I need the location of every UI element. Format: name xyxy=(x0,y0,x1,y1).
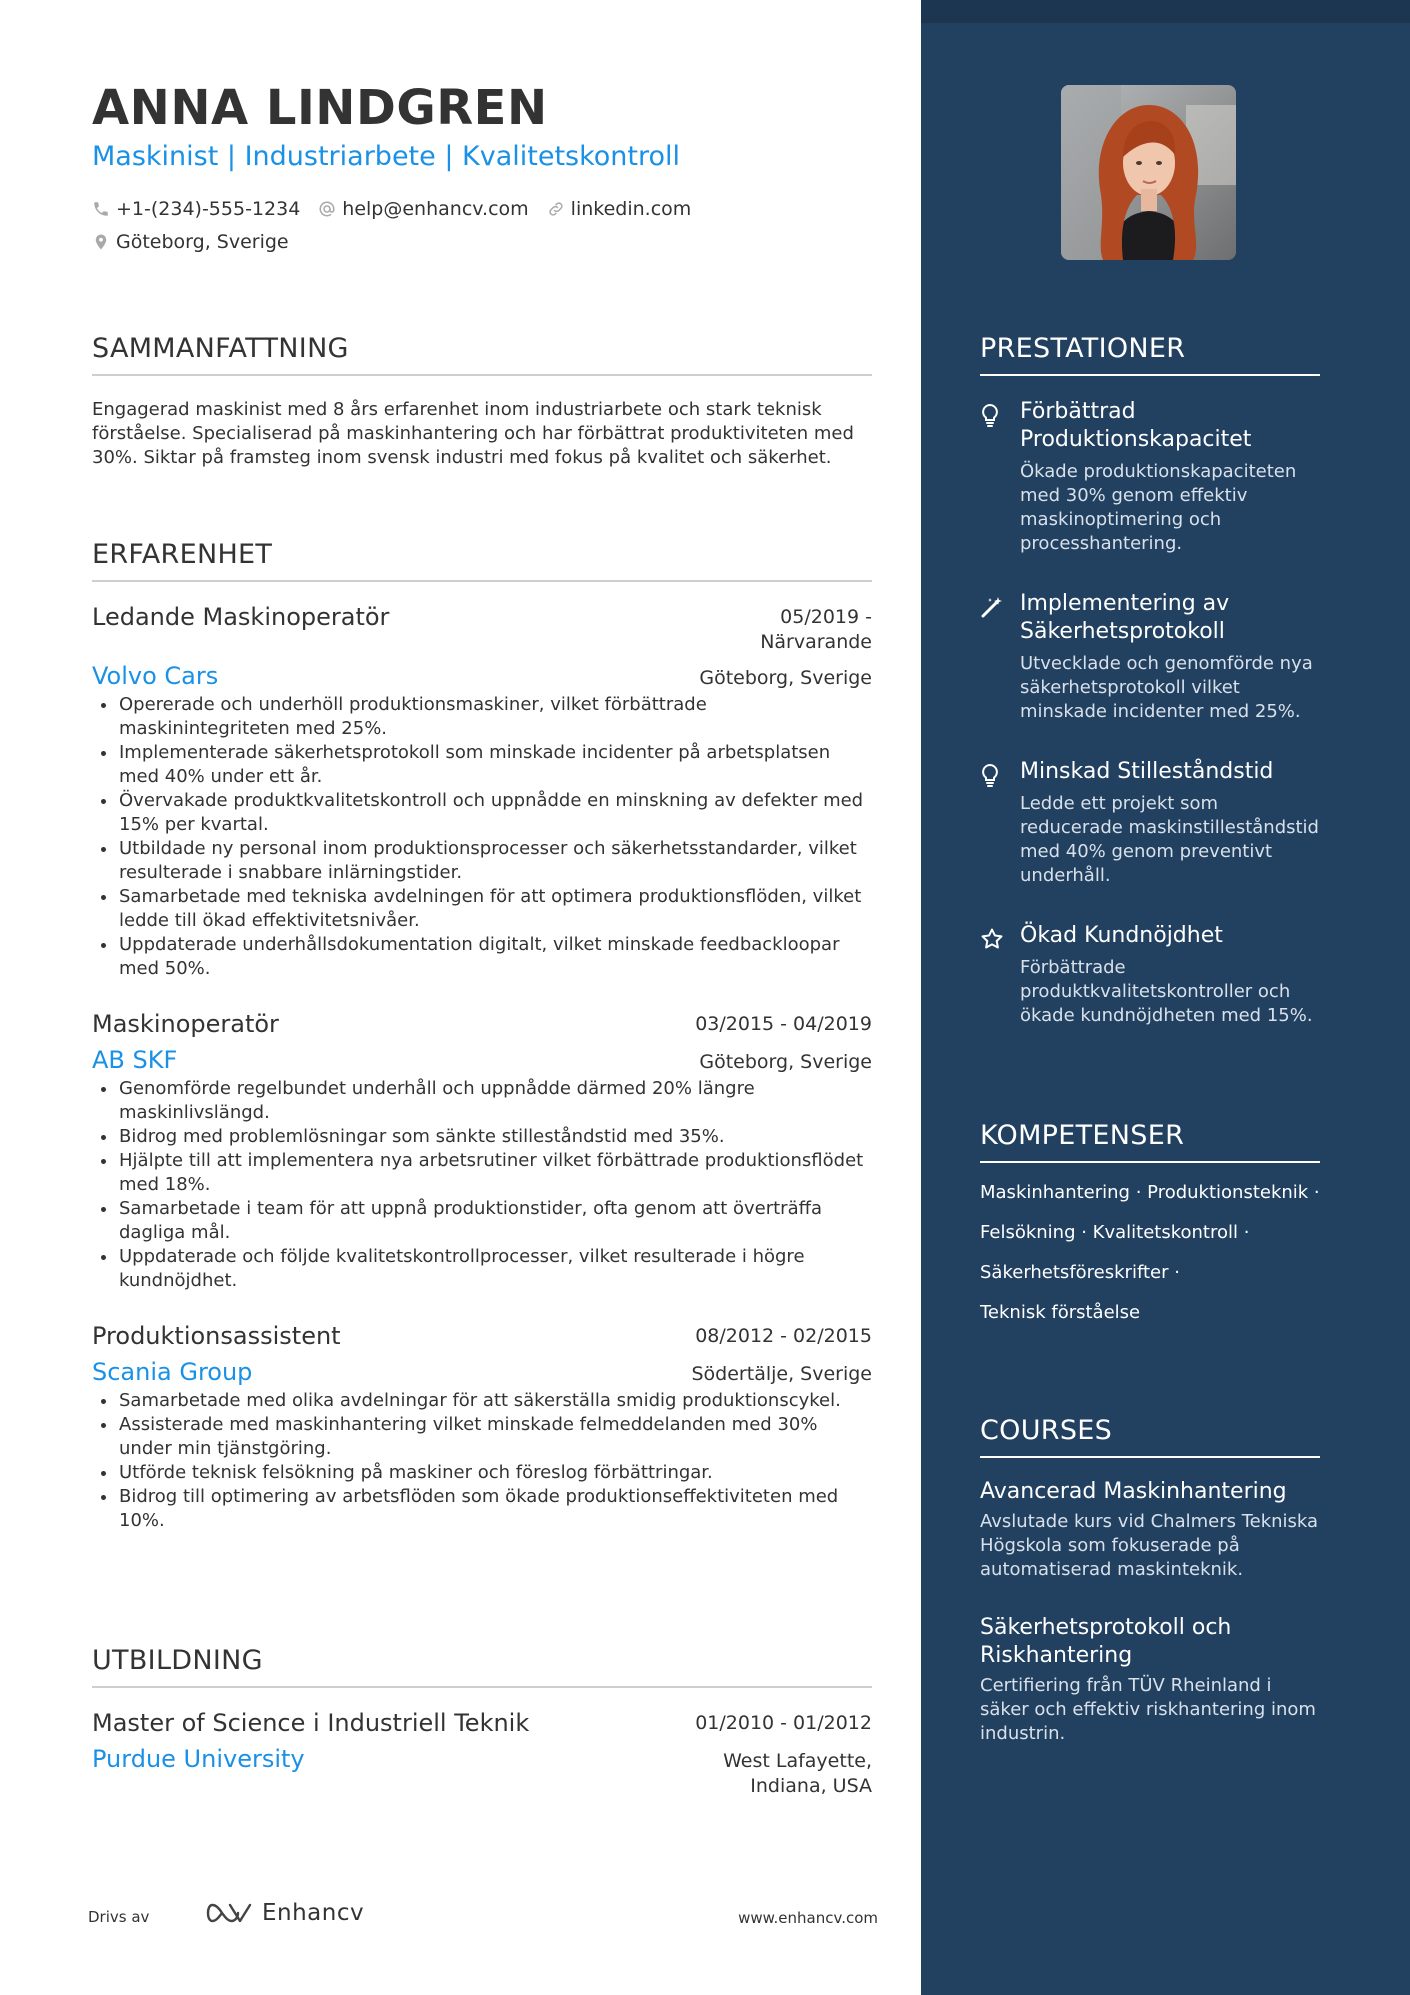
achievement-desc: Utvecklade och genomförde nya säkerhetsprotokoll vilket minskade incidenter med 25%. xyxy=(1020,653,1313,722)
job-dates: 03/2015 - 04/2019 xyxy=(695,1013,872,1035)
summary-section xyxy=(92,333,872,470)
achievement-desc: Ledde ett projekt som reducerade maskinstilleståndstid med 40% genom preventivt underhåll. xyxy=(1020,793,1319,886)
course-desc: Avslutade kurs vid Chalmers Tekniska Högskola som fokuserade på automatiserad maskinteknik. xyxy=(980,1511,1319,1580)
contact-linkedin[interactable] xyxy=(547,198,692,220)
achievement-item xyxy=(980,590,1320,724)
school-name: Purdue University xyxy=(92,1745,305,1773)
achievements-section xyxy=(980,333,1320,1028)
brand-logo[interactable] xyxy=(206,1900,364,1926)
job-location: Södertälje, Sverige xyxy=(691,1363,872,1385)
achievement-title: Minskad Stilleståndstid xyxy=(1020,759,1274,784)
bullet-item: Hjälpte till att implementera nya arbetsrutiner vilket förbättrade produktionsflödet med 18%. xyxy=(119,1149,872,1197)
avatar xyxy=(1061,85,1236,260)
bullet-item: Uppdaterade underhållsdokumentation digitalt, vilket minskade feedbackloopar med 50%. xyxy=(119,933,872,981)
job-dates: 05/2019 - Närvarande xyxy=(760,606,872,653)
job-location: Göteborg, Sverige xyxy=(699,1051,872,1073)
achievement-title: Ökad Kundnöjdhet xyxy=(1020,923,1223,948)
at-icon xyxy=(318,200,336,218)
course-title: Avancerad Maskinhantering xyxy=(980,1479,1287,1504)
location-pin-icon xyxy=(92,232,110,252)
star-icon xyxy=(980,927,1004,951)
magic-wand-icon xyxy=(980,595,1004,619)
contact-email[interactable] xyxy=(318,198,528,220)
profile-photo xyxy=(1061,85,1236,260)
job-bullets xyxy=(92,693,872,981)
achievement-item xyxy=(980,922,1320,1028)
bullet-item: Implementerade säkerhetsprotokoll som minskade incidenter på arbetsplatsen med 40% under ett år. xyxy=(119,741,872,789)
skill-line: Maskinhantering · Produktionsteknik · xyxy=(980,1182,1320,1203)
enhancv-logo-icon xyxy=(206,1900,254,1926)
achievement-desc: Förbättrade produktkvalitetskontroller och ökade kundnöjdheten med 15%. xyxy=(1020,957,1313,1026)
summary-text: Engagerad maskinist med 8 års erfarenhet inom industriarbete och stark teknisk förståelse. Specialiserad på maskinhantering och har förbättrat produktiviteten med 30%. Siktar på framsteg inom svensk industri med fokus på kvalitet och säkerhet. xyxy=(92,399,854,468)
bullet-item: Samarbetade i team för att uppnå produktionstider, ofta genom att överträffa dagliga mål. xyxy=(119,1197,872,1245)
job-dates: 08/2012 - 02/2015 xyxy=(695,1325,872,1347)
achievements-title: PRESTATIONER xyxy=(980,333,1320,376)
job-bullets xyxy=(92,1077,872,1293)
footer xyxy=(88,1900,878,1940)
bullet-item: Utförde teknisk felsökning på maskiner och föreslog förbättringar. xyxy=(119,1461,872,1485)
achievement-item xyxy=(980,398,1320,556)
bullet-item: Genomförde regelbundet underhåll och uppnådde därmed 20% längre maskinlivslängd. xyxy=(119,1077,872,1125)
achievement-desc: Ökade produktionskapaciteten med 30% genom effektiv maskinoptimering och processhantering. xyxy=(1020,461,1297,554)
job-location: Göteborg, Sverige xyxy=(699,667,872,689)
bullet-item: Samarbetade med tekniska avdelningen för att optimera produktionsflöden, vilket ledde till ökad effektivitetsnivåer. xyxy=(119,885,872,933)
achievement-item xyxy=(980,758,1320,888)
achievement-title: Förbättrad Produktionskapacitet xyxy=(1020,399,1252,452)
course-item xyxy=(980,1614,1320,1746)
bullet-item: Samarbetade med olika avdelningar för att säkerställa smidig produktionscykel. xyxy=(119,1389,872,1413)
company-name: Scania Group xyxy=(92,1358,253,1386)
phone-text: +1-(234)-555-1234 xyxy=(116,198,301,220)
bullet-item: Assisterade med maskinhantering vilket minskade felmeddelanden med 30% under min tjänstgöring. xyxy=(119,1413,872,1461)
job-entry xyxy=(92,1321,872,1533)
bullet-item: Bidrog till optimering av arbetsflöden som ökade produktionseffektiviteten med 10%. xyxy=(119,1485,872,1533)
job-bullets xyxy=(92,1389,872,1533)
skill-line: Säkerhetsföreskrifter · xyxy=(980,1262,1180,1283)
company-name: Volvo Cars xyxy=(92,662,219,690)
experience-title: ERFARENHET xyxy=(92,539,872,582)
job-title: Produktionsassistent xyxy=(92,1322,341,1350)
experience-section xyxy=(92,539,872,1533)
job-entry xyxy=(92,602,872,981)
job-title: Maskinoperatör xyxy=(92,1010,279,1038)
job-entry xyxy=(92,1009,872,1293)
sidebar-top-band xyxy=(921,0,1410,23)
lightbulb-icon xyxy=(980,403,1000,427)
headline: Maskinist | Industriarbete | Kvalitetskontroll xyxy=(92,141,681,172)
contact-phone[interactable] xyxy=(92,198,300,220)
lightbulb-icon xyxy=(980,763,1000,787)
skill-line: Teknisk förståelse xyxy=(980,1302,1141,1323)
website-link[interactable]: www.enhancv.com xyxy=(738,1909,878,1927)
summary-title: SAMMANFATTNING xyxy=(92,333,872,376)
contact-info xyxy=(92,196,872,262)
degree: Master of Science i Industriell Teknik xyxy=(92,1709,530,1737)
courses-title: COURSES xyxy=(980,1415,1320,1458)
bullet-item: Uppdaterade och följde kvalitetskontrollprocesser, vilket resulterade i högre kundnöjdhet. xyxy=(119,1245,872,1293)
bullet-item: Opererade och underhöll produktionsmaskiner, vilket förbättrade maskinintegriteten med 25%. xyxy=(119,693,872,741)
skills-section xyxy=(980,1120,1320,1341)
sidebar xyxy=(921,0,1410,1995)
link-icon xyxy=(547,200,565,218)
course-item xyxy=(980,1478,1320,1582)
skill-line: Felsökning · Kvalitetskontroll · xyxy=(980,1222,1250,1243)
phone-icon xyxy=(92,200,110,218)
course-title: Säkerhetsprotokoll och Riskhantering xyxy=(980,1615,1232,1668)
company-name: AB SKF xyxy=(92,1046,178,1074)
contact-location xyxy=(92,231,289,253)
brand-name: Enhancv xyxy=(262,1900,365,1926)
education-section xyxy=(92,1645,872,1799)
bullet-item: Utbildade ny personal inom produktionsprocesser och säkerhetsstandarder, vilket resulterade i snabbare inlärningstider. xyxy=(119,837,872,885)
linkedin-text: linkedin.com xyxy=(570,198,692,220)
location-text: Göteborg, Sverige xyxy=(116,231,289,253)
education-entry xyxy=(92,1708,872,1799)
skills-title: KOMPETENSER xyxy=(980,1120,1320,1163)
email-text: help@enhancv.com xyxy=(342,198,529,220)
education-dates: 01/2010 - 01/2012 xyxy=(695,1712,872,1734)
candidate-name: ANNA LINDGREN xyxy=(92,80,548,136)
school-location: West Lafayette, Indiana, USA xyxy=(723,1750,872,1797)
bullet-item: Övervakade produktkvalitetskontroll och uppnådde en minskning av defekter med 15% per kvartal. xyxy=(119,789,872,837)
skills-list xyxy=(980,1181,1320,1325)
education-title: UTBILDNING xyxy=(92,1645,872,1688)
achievement-title: Implementering av Säkerhetsprotokoll xyxy=(1020,591,1230,644)
course-desc: Certifiering från TÜV Rheinland i säker och effektiv riskhantering inom industrin. xyxy=(980,1675,1316,1744)
courses-section xyxy=(980,1415,1320,1746)
bullet-item: Bidrog med problemlösningar som sänkte stilleståndstid med 35%. xyxy=(119,1125,872,1149)
powered-by-label: Drivs av xyxy=(88,1908,150,1926)
job-title: Ledande Maskinoperatör xyxy=(92,603,390,631)
